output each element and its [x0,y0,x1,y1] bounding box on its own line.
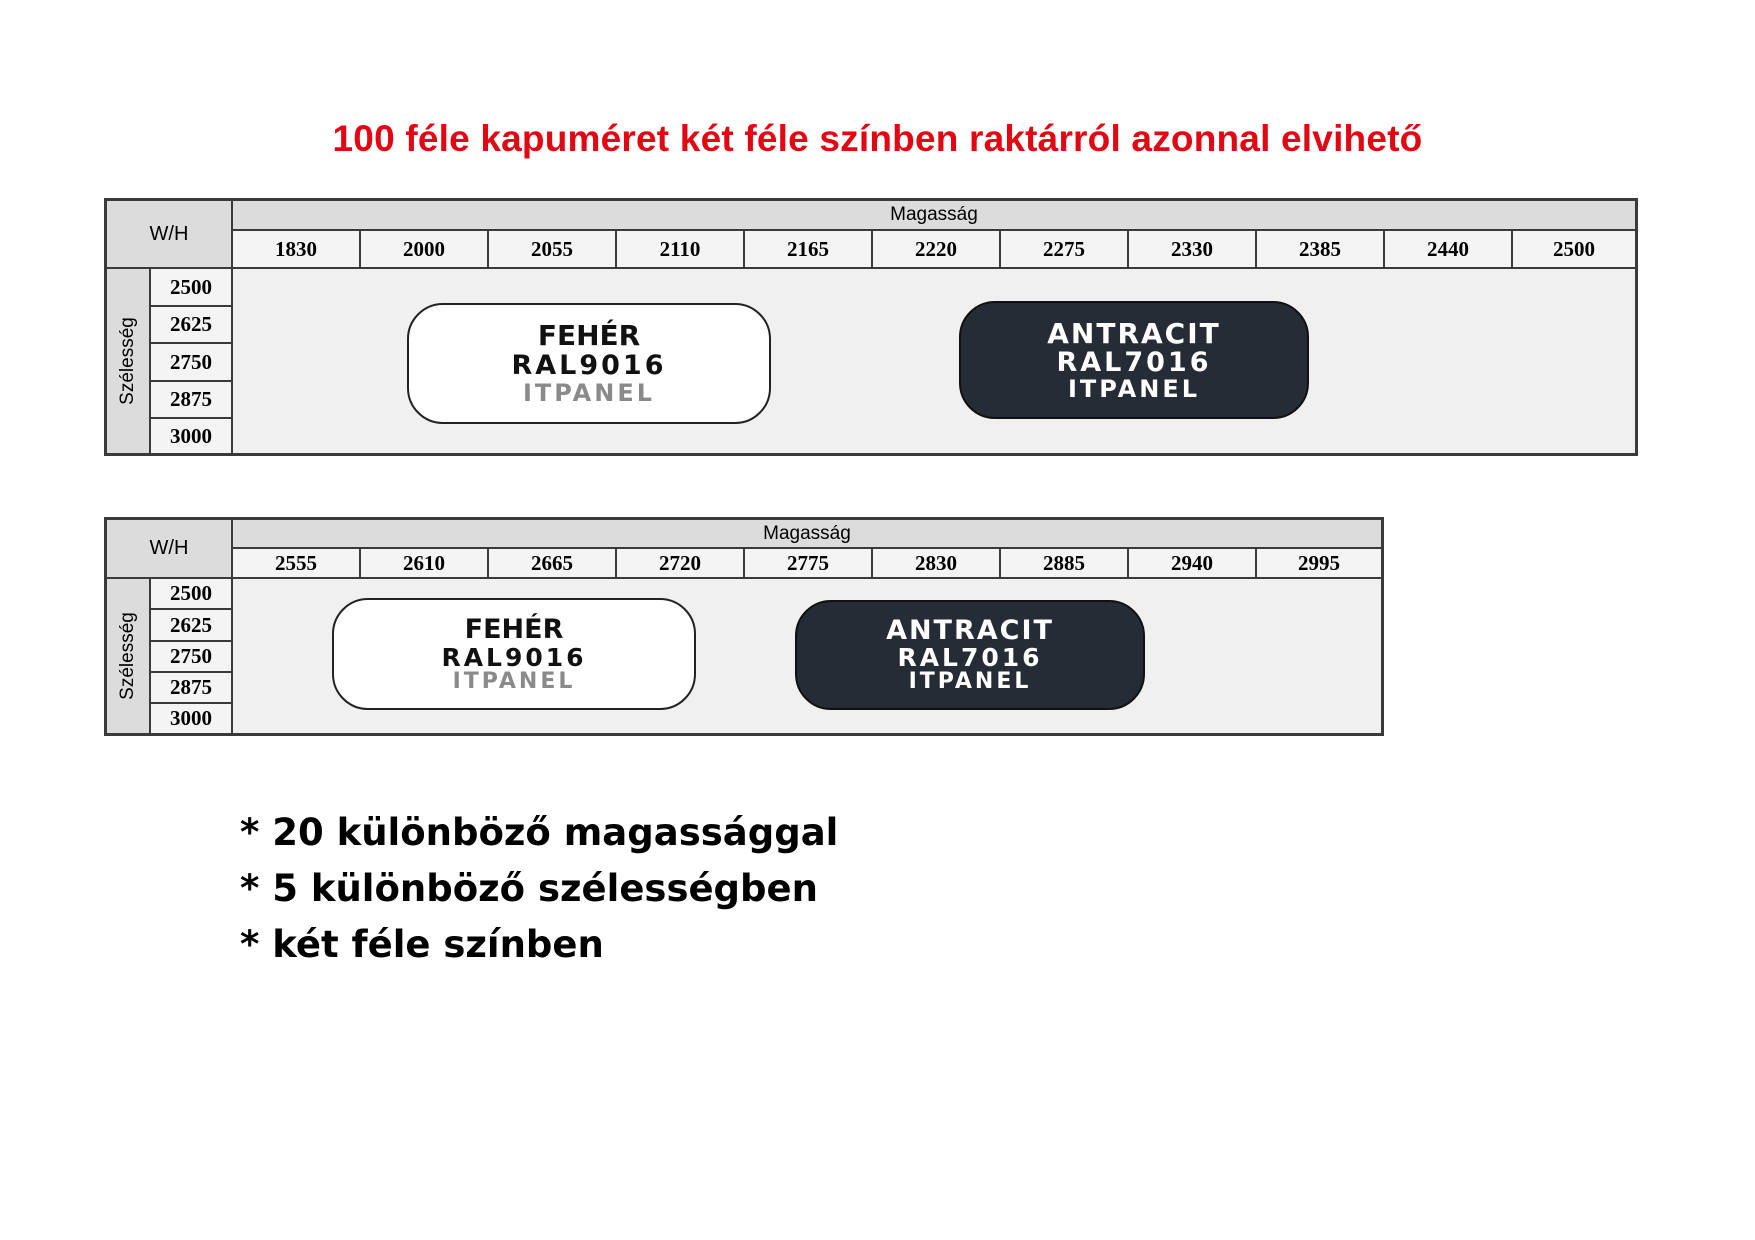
height-cell: 2165 [744,230,872,268]
color-badge-white [407,303,771,424]
height-cell: 2110 [616,230,744,268]
width-cell: 2875 [150,381,232,418]
height-cell: 2055 [488,230,616,268]
badge-ral-code: RAL9016 [511,350,667,381]
height-cell: 2830 [872,548,1000,578]
badge-brand: ITPANEL [522,379,656,407]
width-cell: 2500 [150,578,232,609]
height-cell: 2775 [744,548,872,578]
height-cell: 2940 [1128,548,1256,578]
badge-brand: ITPANEL [908,669,1032,694]
height-cell: 2330 [1128,230,1256,268]
width-cell: 2875 [150,672,232,703]
note-item: * két féle színben [240,923,604,966]
width-cell: 3000 [150,418,232,454]
color-badge-white [332,598,696,710]
height-cell: 2610 [360,548,488,578]
height-header: Magasság [232,200,1636,230]
width-cell: 2500 [150,268,232,306]
note-item: * 20 különböző magassággal [240,811,839,854]
height-cell: 2885 [1000,548,1128,578]
width-cell: 2625 [150,306,232,343]
width-cell: 3000 [150,703,232,734]
page-title: 100 féle kapuméret két féle színben raktárról azonnal elvihető [332,118,1423,159]
badge-brand: ITPANEL [452,668,576,694]
height-cell: 2385 [1256,230,1384,268]
height-cell: 2665 [488,548,616,578]
notes-list [240,805,838,973]
badge-ral-code: RAL7016 [897,643,1043,672]
size-table-1 [104,198,1638,456]
badge-ral-code: RAL7016 [1056,346,1212,378]
width-label: Szélesség [117,317,139,405]
height-row [232,548,1382,578]
height-cell: 2440 [1384,230,1512,268]
width-header [106,578,150,734]
corner-cell: W/H [106,519,232,578]
height-cell: 1830 [232,230,360,268]
height-cell: 2720 [616,548,744,578]
badge-color-name: ANTRACIT [1047,316,1221,350]
color-badge-antracit [795,600,1145,710]
height-cell: 2500 [1512,230,1636,268]
height-header: Magasság [232,519,1382,548]
height-cell: 2220 [872,230,1000,268]
badge-ral-code: RAL9016 [441,642,587,672]
size-table-2 [104,517,1384,736]
badge-color-name: FEHÉR [537,319,641,352]
height-cell: 2000 [360,230,488,268]
note-item: * 5 különböző szélességben [240,867,818,910]
badge-color-name: ANTRACIT [886,615,1054,646]
color-badge-antracit [959,301,1309,419]
corner-cell: W/H [106,200,232,268]
height-row [232,230,1636,268]
badge-brand: ITPANEL [1067,374,1201,403]
width-cell: 2750 [150,641,232,672]
width-header [106,268,150,454]
width-cell: 2750 [150,343,232,381]
badge-color-name: FEHÉR [464,613,564,645]
height-cell: 2275 [1000,230,1128,268]
height-cell: 2555 [232,548,360,578]
width-label: Szélesség [117,612,139,700]
height-cell: 2995 [1256,548,1382,578]
width-cell: 2625 [150,609,232,641]
